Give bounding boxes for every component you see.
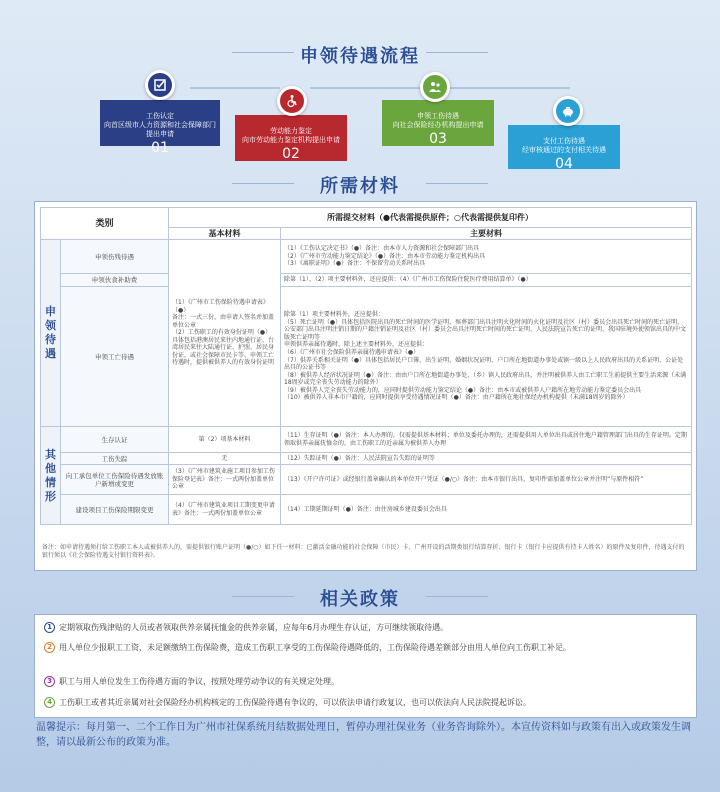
step-4-circle (553, 96, 583, 126)
step-1-circle (145, 70, 175, 100)
step-2-circle (277, 86, 307, 116)
people-icon (428, 80, 442, 94)
row-missing-basic: 无 (169, 453, 281, 465)
policy-number-4: 4 (44, 697, 55, 708)
row-disability-name: 申领伤残待遇 (61, 240, 169, 274)
policy-section-title: 相关政策 (320, 589, 400, 610)
row-missing-main: （12）失踪证明（●）备注：人民法院宣告失踪的证明等 (281, 453, 692, 465)
policy-number-3: 3 (44, 676, 55, 687)
row-missing-name: 工伤失踪 (61, 453, 169, 465)
policy-text-2: 用人单位少报职工工资，未足额缴纳工伤保险费，造成工伤职工享受的工伤保险待遇降低的，工伤保险待遇差额部分由用人单位向工伤职工补足。 (59, 643, 571, 652)
row-meal-main: 除第（1）、（2）项主要材料外，还应提供：（4）《广州市工伤保险住院医疗费用结算单》（●） (281, 274, 692, 287)
materials-section-title: 所需材料 (320, 176, 400, 197)
row-basic-shared: （1）《广州市工伤保险待遇申请表》（●） 备注：一式三份，由申请人签名并加盖单位公章 （2）工伤职工的有效身份证明（●） 具体包括港澳居民来往内地通行证、台湾居民来往大陆通行证、护照、居民身份证，或社会保障市民卡等。申领工亡待遇时，提供被供养人的有效身份证明 (169, 240, 281, 427)
policy-text-3: 职工与用人单位发生工伤待遇方面的争议，按照处理劳动争议的有关规定处理。 (59, 677, 339, 686)
process-section-title: 申领待遇流程 (300, 46, 420, 67)
wheelchair-icon (285, 94, 299, 108)
row-account-basic: （3）《广州市建筑业施工项目参加工伤保险登记表》备注：一式两份加盖单位公章 (169, 465, 281, 495)
step-2-box (235, 115, 347, 161)
step-4-number: 04 (555, 156, 573, 172)
piggy-bank-icon (561, 104, 575, 118)
materials-table (40, 207, 692, 525)
row-account-name: 向工承包单位工伤保险待遇发放账户新增或变更 (61, 465, 169, 495)
policy-item-4 (44, 697, 689, 708)
policy-number-2: 2 (44, 642, 55, 653)
step-4-desc: 经审核通过的支付相关待遇 (522, 146, 606, 154)
policy-item-1 (44, 622, 689, 633)
step-4-box (508, 125, 620, 172)
header-main: 主要材料 (281, 228, 692, 240)
step-2-number: 02 (282, 146, 300, 162)
step-3-box (382, 100, 494, 146)
step-3-title: 申领工伤待遇 (417, 112, 459, 120)
policy-text-4: 工伤职工或者其近亲属对社会保险经办机构核定的工伤保险待遇有争议的，可以依法申请行政复议，也可以依法向人民法院提起诉讼。 (59, 698, 531, 707)
row-death-name: 申领工亡待遇 (61, 287, 169, 427)
row-disability-main: （1）《工伤认定决定书》（●）备注：由本市人力资源和社会保障部门出具 （2）《广州市劳动能力鉴定结论》（●）备注：由本市劳动能力鉴定机构出具 （3）《离职证明》（●）备注：不保留劳动关系时出具 (281, 240, 692, 274)
policy-number-1: 1 (44, 622, 55, 633)
header-basic: 基本材料 (169, 228, 281, 240)
step-3-circle (420, 72, 450, 102)
check-icon (153, 78, 167, 92)
table-note: 备注：如申请待遇须打给工伤职工本人或被供养人的，需提供银行账户证明（●/○）如下任一材料：已激活金融功能的社会保障（市民）卡、广州开设的活期类银行结算存折、银行卡（银行卡应提供有持卡人姓名）的原件及复印件，待遇支付的银行须以《社会保险待遇支付银行资料表》。 (42, 544, 685, 559)
header-category: 类别 (41, 208, 169, 240)
row-period-main: （14）工期延期证明（●）备注：由住房城乡建设委员会出具 (281, 495, 692, 525)
step-3-number: 03 (429, 131, 447, 147)
policy-item-2 (44, 642, 689, 653)
step-1-box (100, 100, 220, 156)
step-3-desc: 向社会保险经办机构提出申请 (392, 121, 484, 129)
step-1-title: 工伤认定 (146, 112, 174, 120)
row-period-basic: （4）《广州市建筑业项目工期变更申请表》备注：一式两份加盖单位公章 (169, 495, 281, 525)
row-meal-name: 申领伙食补助费 (61, 274, 169, 287)
reminder-tip: 温馨提示：每月第一、二个工作日为广州市社保系统月结数据处理日，暂停办理社保业务（业务咨询除外）。本宣传资料如与政策有出入或政策发生调整，请以最新公布的政策为准。 (36, 722, 691, 748)
row-survival-basic: 第（2）项基本材料 (169, 427, 281, 453)
policy-text-1: 定期领取伤残津贴的人员或者领取供养亲属抚恤金的供养亲属，应每年6月办理生存认证，方可继续领取待遇。 (59, 623, 449, 632)
row-survival-name: 生存认证 (61, 427, 169, 453)
step-1-desc: 向首区级市人力资源和社会保障部门提出申请 (104, 121, 216, 138)
step-2-desc: 向市劳动能力鉴定机构提出申请 (242, 136, 340, 144)
row-period-name: 建设项目工伤保险期限变更 (61, 495, 169, 525)
row-account-main: （13）《开户许可证》或经银行盖章确认的本单位开户凭证（●/○）备注：由本市银行出具，复印件需加盖单位公章并注明“与原件相符” (281, 465, 692, 495)
step-4-title: 支付工伤待遇 (543, 137, 585, 145)
step-2-title: 劳动能力鉴定 (270, 127, 312, 135)
row-death-main: 除第（1）项主要材料外，还应提供： （5）死亡证明（●）具体包括医院出具的死亡时间的医学证明、殡葬部门出具注明火化时间的火化证明及社区（村）委员会出具死亡时间的死亡证明、公安部门出具注明注销日期的户籍注销证明及社区（村）委员会出具注明死亡时间的死亡证明、人民法院宣告死亡的证明、我国驻境外使领馆出具的中文版死亡证明等 申领供养亲属待遇时，除上述主要材料外，还应提供： （6）《广州市社会保险供养亲属待遇申请表》（●） （7）供养关系相关证明（●）具体包括居民户口簿、出生证明、婚姻状况证明、户口所在地街道办事处或镇一级以上人民政府出具的关系证明、公证处出具的公证书等 （8）被供养人经济状况证明（●）备注：由由户口所在地街道办事处、（乡）镇人民政府出具，并注明被供养人由工亡职工生前提供主要生活来源（未满18周岁或完全丧失劳动能力的除外） （9）被供养人完全丧失劳动能力的，应同时提供劳动能力鉴定结论（●）备注：由本市或被供养人户籍所在地劳动能力鉴定委员会出具 （10）被供养人非本市户籍的，应同时提供享受待遇情况证明（●）备注：由户籍所在地社保经办机构提供（未满18周岁的除外） (281, 287, 692, 427)
step-1-number: 01 (151, 140, 169, 156)
policy-item-3 (44, 676, 689, 687)
row-survival-main: （11）生存证明（●）备注：本人办理的，仅需提供基本材料；单位及委托办理的，还需提供用人单位出具或居住地户籍管理部门出具的生存证明。定期领取供养亲属抚恤金的，由工伤职工的近亲属为被供养人办理 (281, 427, 692, 453)
group-claim: 申领待遇 (41, 240, 61, 427)
header-materials: 所需提交材料（●代表需提供原件；○代表需提供复印件） (169, 208, 692, 228)
group-other: 其他情形 (41, 427, 61, 525)
